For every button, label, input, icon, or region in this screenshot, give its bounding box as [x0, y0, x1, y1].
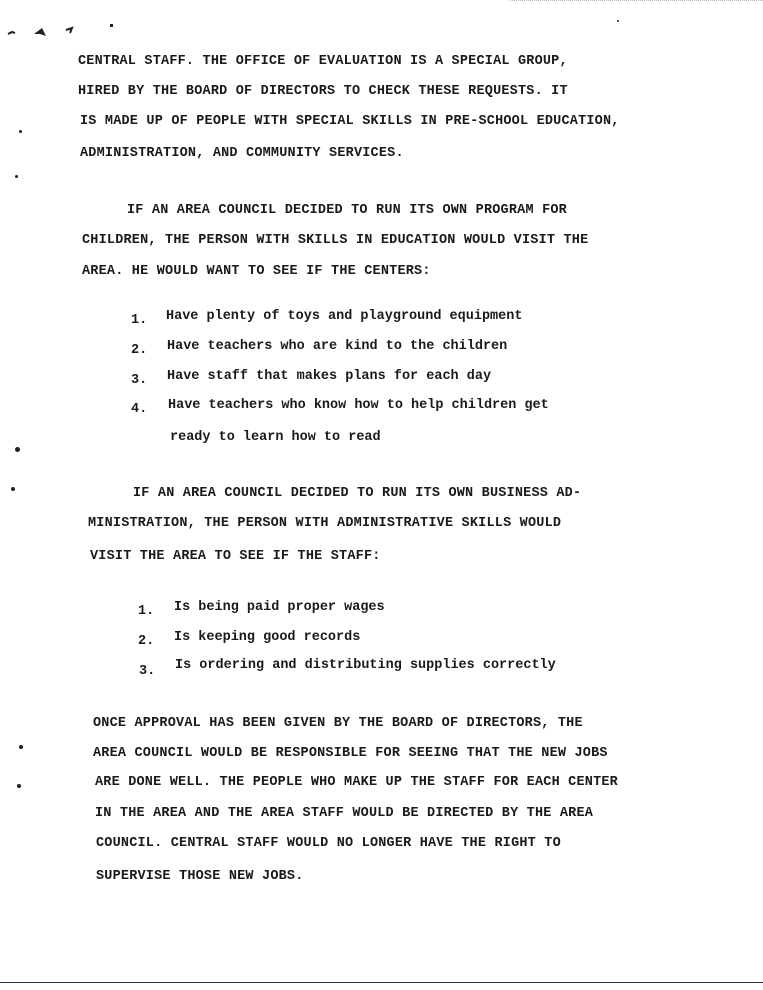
paragraph-4-line: ARE DONE WELL. THE PEOPLE WHO MAKE UP THE STAFF FOR EACH CENTER	[95, 775, 618, 790]
paragraph-2-line: IF AN AREA COUNCIL DECIDED TO RUN ITS OWN PROGRAM FOR	[127, 203, 567, 218]
scan-speck	[11, 487, 15, 491]
paragraph-4-line: COUNCIL. CENTRAL STAFF WOULD NO LONGER HAVE THE RIGHT TO	[96, 836, 561, 851]
list-item-text: Have staff that makes plans for each day	[167, 369, 492, 384]
scan-speck	[15, 175, 18, 178]
scan-artifact-marks	[0, 0, 140, 50]
list-item-text: Have plenty of toys and playground equipment	[166, 309, 523, 324]
list-item-number: 3.	[131, 373, 148, 388]
paragraph-3-line: MINISTRATION, THE PERSON WITH ADMINISTRATIVE SKILLS WOULD	[88, 516, 562, 531]
paragraph-4-line: SUPERVISE THOSE NEW JOBS.	[96, 869, 304, 884]
list-item-number: 2.	[138, 634, 155, 649]
list-item-number: 2.	[131, 343, 148, 358]
bottom-edge-line	[0, 982, 763, 983]
paragraph-1-line: HIRED BY THE BOARD OF DIRECTORS TO CHECK THESE REQUESTS. IT	[78, 84, 568, 99]
paragraph-4-line: AREA COUNCIL WOULD BE RESPONSIBLE FOR SEEING THAT THE NEW JOBS	[93, 746, 608, 761]
list-item-number: 1.	[138, 604, 155, 619]
paragraph-3-line: IF AN AREA COUNCIL DECIDED TO RUN ITS OWN BUSINESS AD-	[133, 486, 582, 501]
list-item-number: 4.	[131, 402, 148, 417]
paragraph-1-line: CENTRAL STAFF. THE OFFICE OF EVALUATION IS A SPECIAL GROUP,	[78, 54, 568, 69]
paragraph-1-line: ADMINISTRATION, AND COMMUNITY SERVICES.	[80, 146, 404, 161]
list-item-text: Is keeping good records	[174, 630, 361, 645]
scan-speck	[19, 130, 22, 133]
scan-speck	[617, 20, 619, 22]
paragraph-4-line: ONCE APPROVAL HAS BEEN GIVEN BY THE BOARD OF DIRECTORS, THE	[93, 716, 583, 731]
paragraph-4-line: IN THE AREA AND THE AREA STAFF WOULD BE DIRECTED BY THE AREA	[95, 806, 594, 821]
list-item-continuation: ready to learn how to read	[170, 430, 381, 445]
paragraph-2-line: AREA. HE WOULD WANT TO SEE IF THE CENTERS:	[82, 264, 431, 279]
paragraph-1-line: IS MADE UP OF PEOPLE WITH SPECIAL SKILLS IN PRE-SCHOOL EDUCATION,	[80, 114, 620, 129]
scan-speck	[19, 745, 23, 749]
list-item-text: Is ordering and distributing supplies correctly	[175, 658, 556, 673]
top-edge-mark	[510, 0, 763, 2]
scan-speck	[17, 784, 21, 788]
list-item-number: 1.	[131, 313, 148, 328]
list-item-text: Is being paid proper wages	[174, 600, 385, 615]
scan-speck	[15, 447, 20, 452]
list-item-number: 3.	[139, 664, 156, 679]
list-item-text: Have teachers who are kind to the children	[167, 339, 508, 354]
paragraph-2-line: CHILDREN, THE PERSON WITH SKILLS IN EDUCATION WOULD VISIT THE	[82, 233, 589, 248]
list-item-text: Have teachers who know how to help children get	[168, 398, 549, 413]
paragraph-3-line: VISIT THE AREA TO SEE IF THE STAFF:	[90, 549, 381, 564]
